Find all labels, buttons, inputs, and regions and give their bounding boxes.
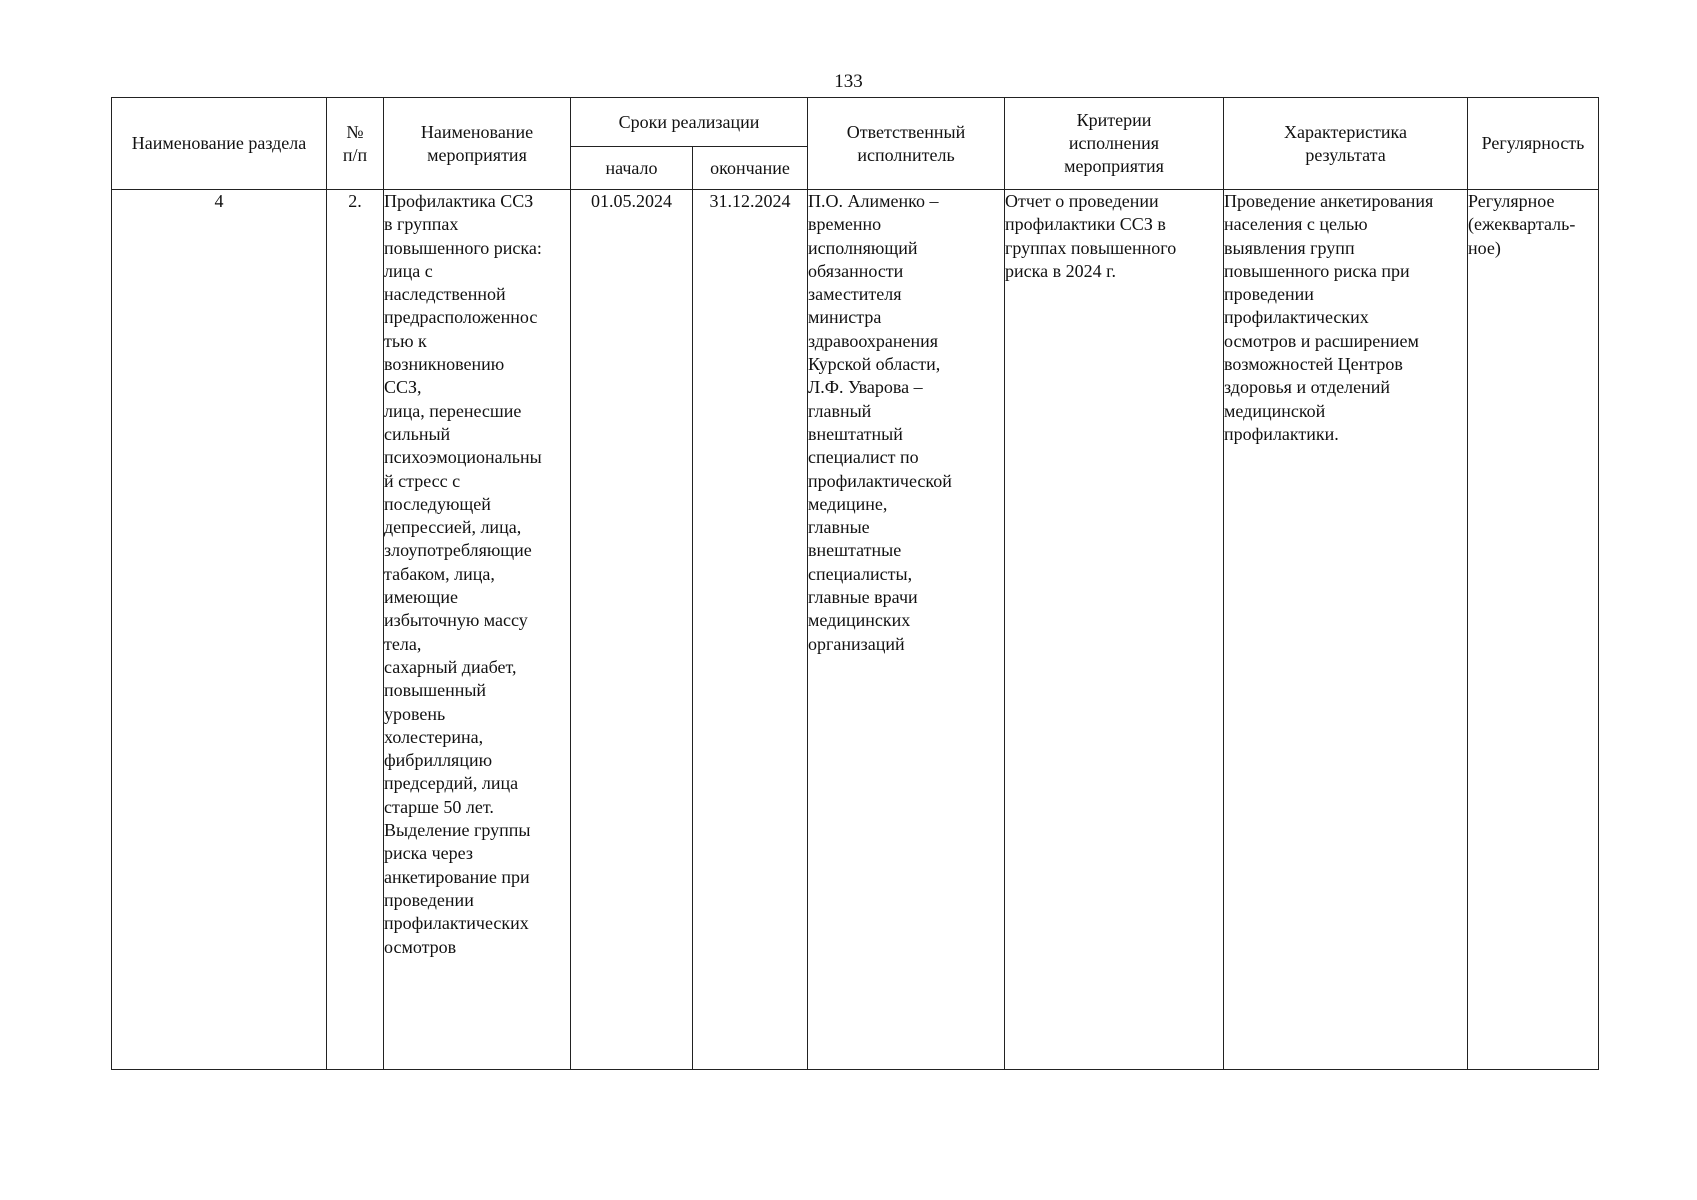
header-regularity: Регулярность	[1468, 98, 1599, 190]
header-terms: Сроки реализации	[571, 98, 808, 147]
activities-table	[111, 97, 1599, 1070]
header-activity-name: Наименование мероприятия	[384, 98, 571, 190]
cell-responsible: П.О. Алименко – временно исполняющий обязанности заместителя министра здравоохранения Курской области, Л.Ф. Уварова – главный внештатный специалист по профилактической медицине, главные внештатные специалисты, главные врачи медицинских организаций	[808, 190, 1005, 1070]
header-number: № п/п	[327, 98, 384, 190]
header-end: окончание	[693, 147, 808, 190]
header-start: начало	[571, 147, 693, 190]
cell-result: Проведение анкетирования населения с целью выявления групп повышенного риска при проведении профилактических осмотров и расширением возможностей Центров здоровья и отделений медицинской профилактики.	[1224, 190, 1468, 1070]
cell-activity: Профилактика ССЗ в группах повышенного риска: лица с наследственной предрасположеннос тью к возникновению ССЗ, лица, перенесшие сильный психоэмоциональны й стресс с последующей депрессией, лица, злоупотребляющие табаком, лица, имеющие избыточную массу тела, сахарный диабет, повышенный уровень холестерина, фибрилляцию предсердий, лица старше 50 лет. Выделение группы риска через анкетирование при проведении профилактических осмотров	[384, 190, 571, 1070]
page-number: 133	[834, 71, 863, 92]
table-row	[112, 190, 1599, 1070]
cell-end-date: 31.12.2024	[693, 190, 808, 1070]
header-criteria: Критерии исполнения мероприятия	[1005, 98, 1224, 190]
cell-start-date: 01.05.2024	[571, 190, 693, 1070]
header-row-top	[112, 98, 1599, 147]
header-result: Характеристика результата	[1224, 98, 1468, 190]
header-section-name: Наименование раздела	[112, 98, 327, 190]
cell-regularity: Регулярное (ежекварталь- ное)	[1468, 190, 1599, 1070]
header-responsible: Ответственный исполнитель	[808, 98, 1005, 190]
cell-number: 2.	[327, 190, 384, 1070]
cell-section: 4	[112, 190, 327, 1070]
cell-criteria: Отчет о проведении профилактики ССЗ в группах повышенного риска в 2024 г.	[1005, 190, 1224, 1070]
